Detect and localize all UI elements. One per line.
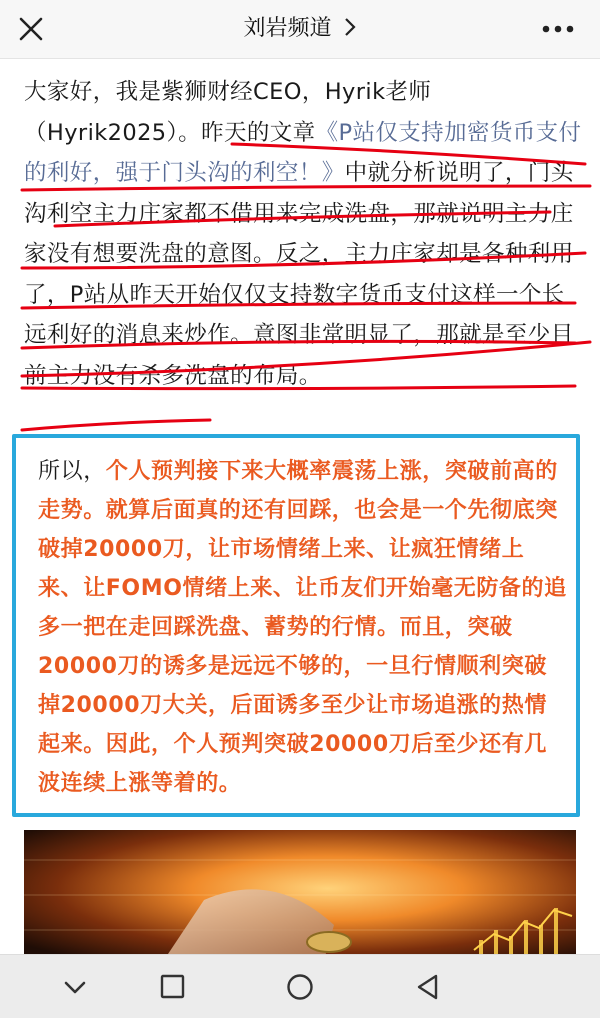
chevron-right-icon xyxy=(343,17,357,37)
nav-recents-button[interactable] xyxy=(150,965,194,1009)
intro-text-start: 大家好，我是紫狮财经CEO，Hyrik老师（Hyrik2025）。昨天的文章 xyxy=(24,79,432,146)
nav-back-button[interactable] xyxy=(406,965,450,1009)
nav-collapse-button[interactable] xyxy=(53,965,97,1009)
callout-body: 个人预判接下来大概率震荡上涨，突破前高的走势。就算后面真的还有回踩，也会是一个先彻底突破掉20000刀，让市场情绪上来、让疯狂情绪上来、让FOMO情绪上来、让币友们开始毫无防备的追多一把在走回踩洗盘、蓄势的行情。而且，突破20000刀的诱多是远远不够的，一旦行情顺利突破掉20000刀大关，后面诱多至少让市场追涨的热情起来。因此，个人预判突破20000刀后至少还有几波连续上涨等着的。 xyxy=(38,459,567,796)
more-button[interactable] xyxy=(538,14,578,44)
callout-lead: 所以， xyxy=(38,459,106,484)
system-navigation-bar xyxy=(0,954,600,1018)
account-title-link[interactable] xyxy=(0,0,600,58)
highlight-callout-box xyxy=(12,434,580,817)
previous-article-link[interactable]: 《P站仅支持加密货币支付的利好，强于门头沟的利空！》 xyxy=(24,119,582,186)
chevron-down-icon xyxy=(53,965,97,1009)
square-icon xyxy=(150,965,194,1009)
more-icon xyxy=(538,14,578,44)
intro-paragraph xyxy=(24,72,584,396)
intro-text-rest: 中就分析说明了，门头沟利空主力庄家都不借用来完成洗盘，那就说明主力庄家没有想要洗盘的意图。反之，主力庄家却是各种利用了，P站从昨天开始仅仅支持数字货币支付这样一个长远利好的消息来炒作。意图非常明显了，那就是至少目前主力没有杀多洗盘的布局。 xyxy=(24,160,574,389)
callout-text xyxy=(38,452,568,803)
article-image xyxy=(24,830,576,960)
page-title: 刘岩频道 xyxy=(243,16,332,41)
circle-icon xyxy=(278,965,322,1009)
triangle-back-icon xyxy=(406,965,450,1009)
top-bar xyxy=(0,0,600,59)
nav-home-button[interactable] xyxy=(278,965,322,1009)
